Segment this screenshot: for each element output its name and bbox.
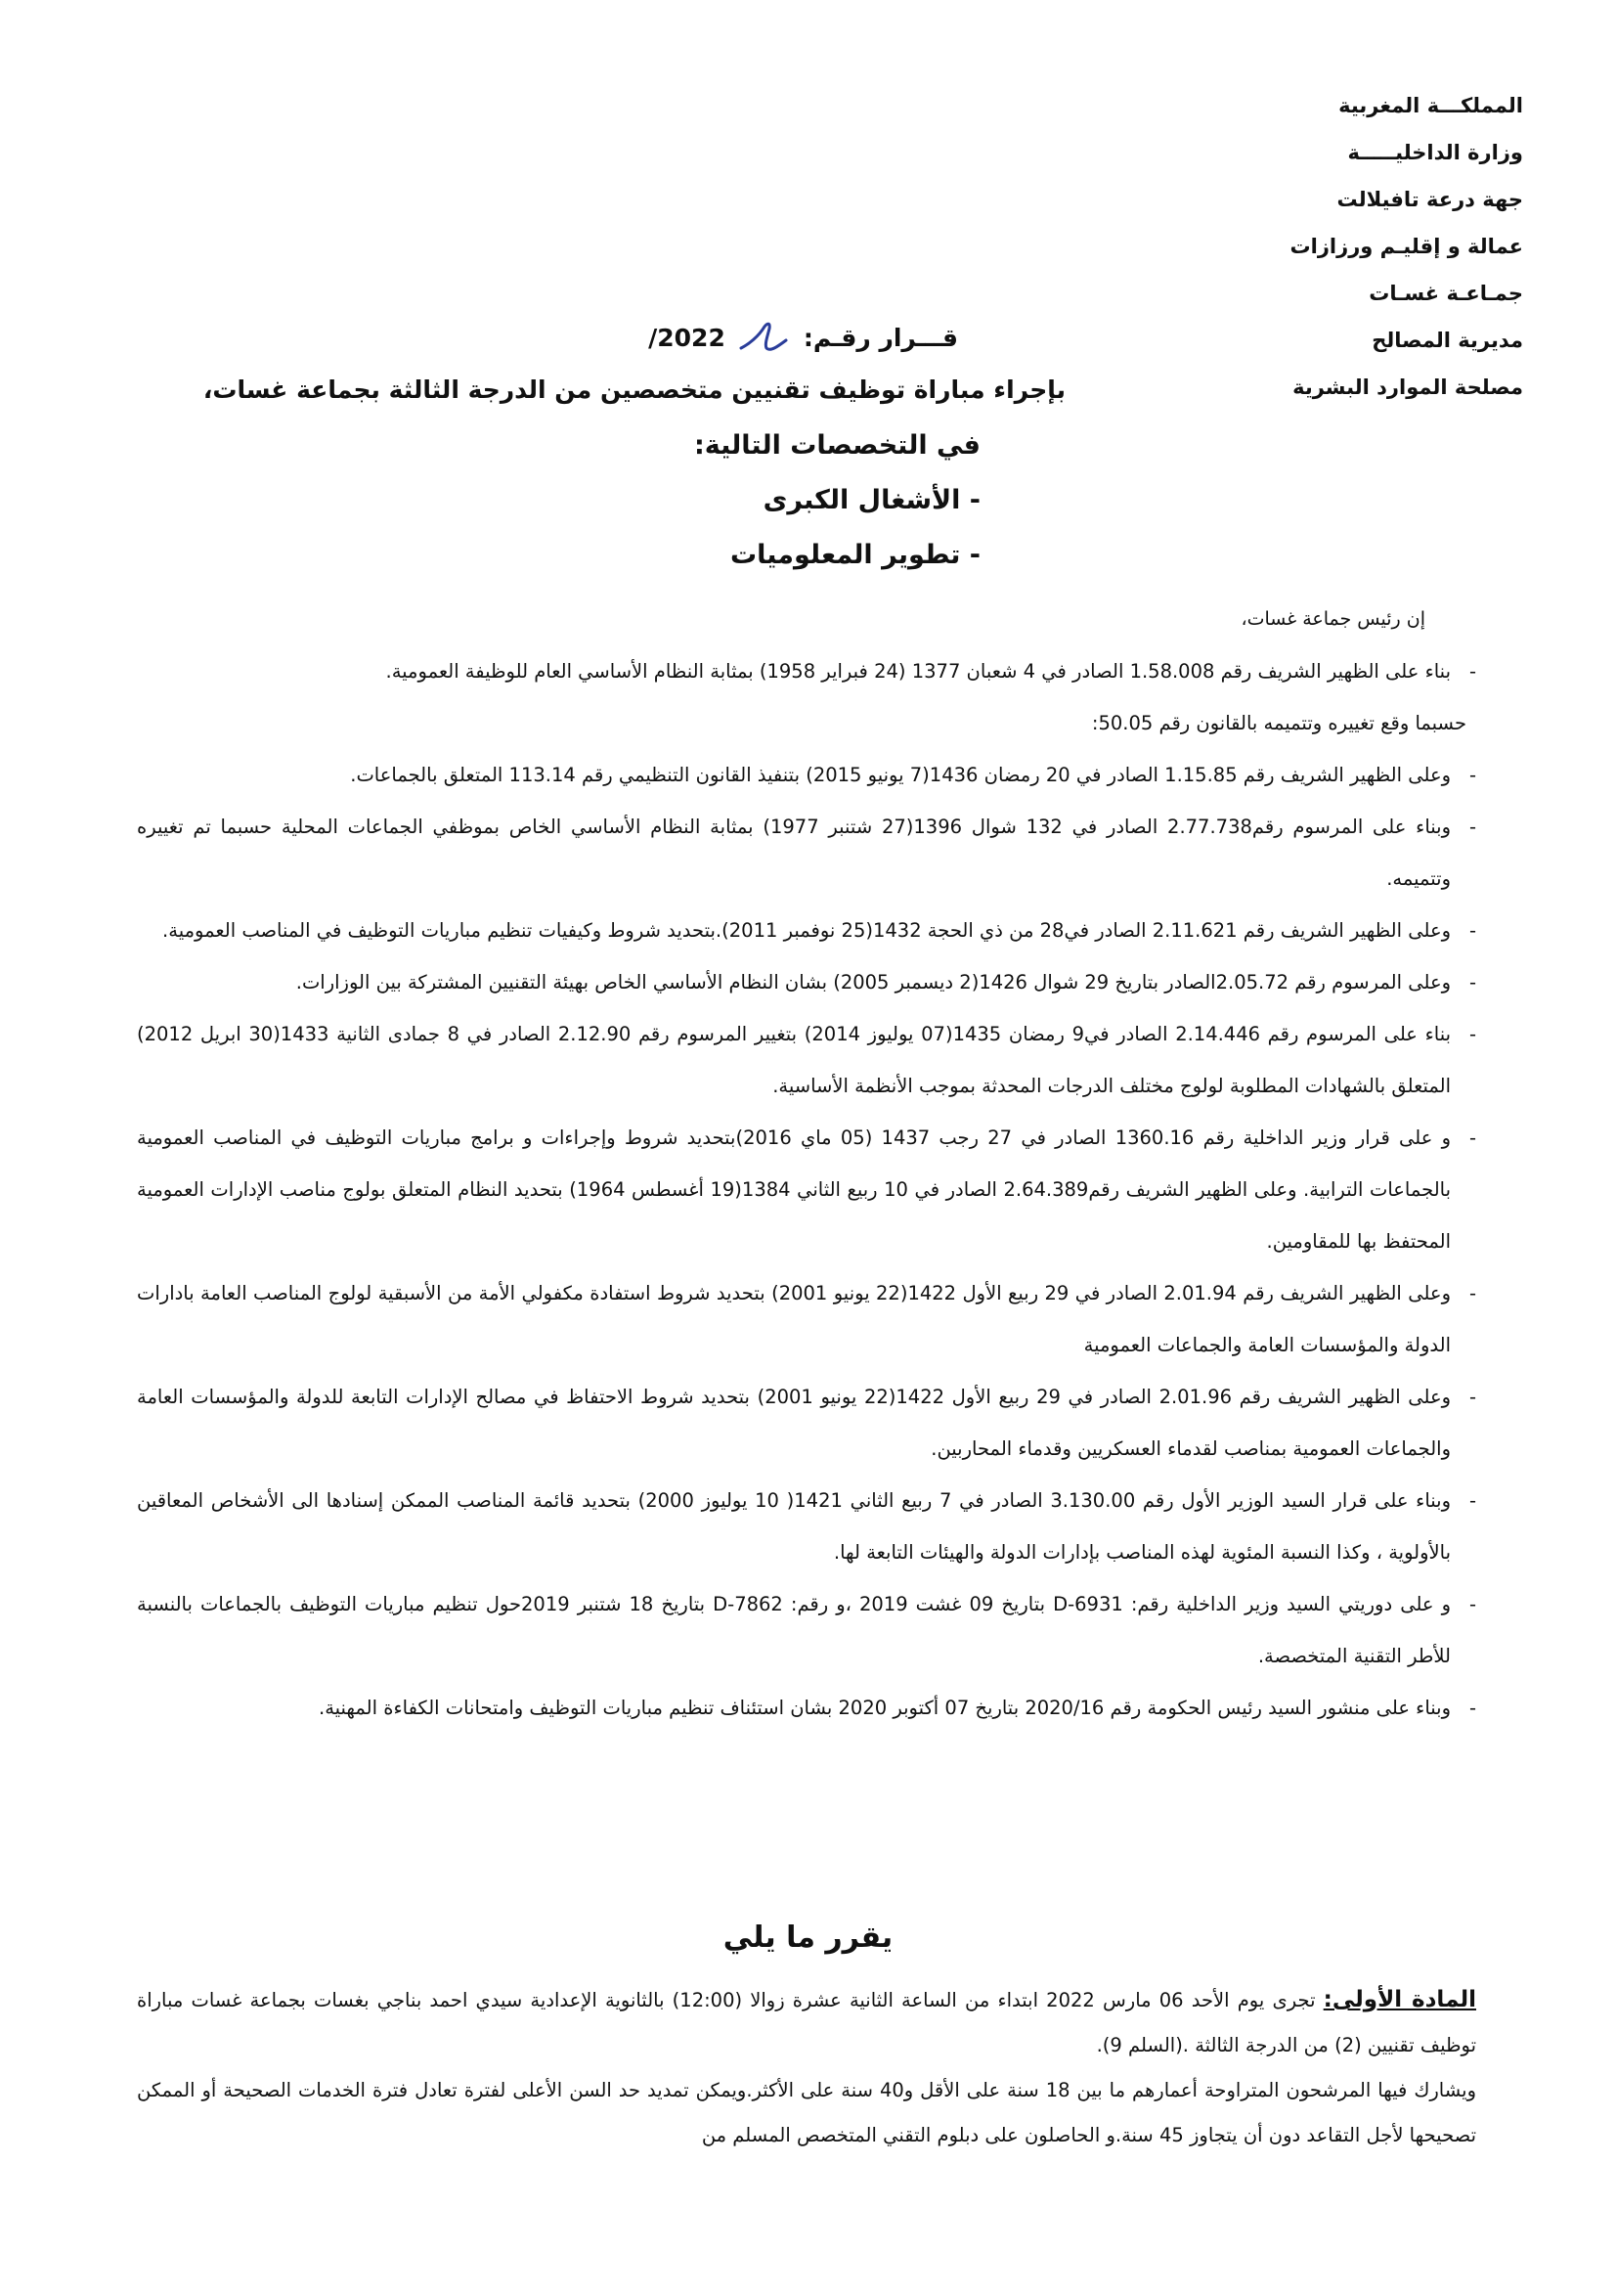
article-one-text: تجرى يوم الأحد 06 مارس 2022 ابتداء من الساعة الثانية عشرة زوالا (12:00) بالثانوية الإعدادية سيدي احمد بناجي بغسات بجماعة غسات مباراة توظيف تقنيين (2) من الدرجة الثالثة .(السلم 9). bbox=[137, 1989, 1476, 2056]
visa-item: - وبناء على المرسوم رقم2.77.738 الصادر في 132 شوال 1396(27 شتنبر 1977) بمثابة النظام الأساسي الخاص بموظفي الجماعات المحلية حسبما تم تغييره وتتميمه. bbox=[137, 816, 1476, 890]
header-province: عمالة و إقليـم ورزازات bbox=[1289, 235, 1523, 258]
preamble-president: إن رئيس جماعة غسات، bbox=[1241, 608, 1425, 630]
header-service: مصلحة الموارد البشرية bbox=[1292, 375, 1523, 399]
visa-item: - وعلى الظهير الشريف رقم 2.11.621 الصادر في28 من ذي الحجة 1432(25 نوفمبر 2011).بتحديد شروط وكيفيات تنظيم مباريات التوظيف في المناصب العمومية. bbox=[162, 919, 1476, 942]
visa-item: - بناء على الظهير الشريف رقم 1.58.008 الصادر في 4 شعبان 1377 (24 فبراير 1958) بمثابة النظام الأساسي العام للوظيفة العمومية. bbox=[385, 660, 1476, 683]
decision-year: 2022/ bbox=[648, 323, 725, 352]
visa-item: - وعلى الظهير الشريف رقم 2.01.94 الصادر في 29 ربيع الأول 1422(22 يونيو 2001) بتحديد شروط استفادة مكفولي الأمة من الأسبقية لولوج المناصب العامة بادارات الدولة والمؤسسات العامة والجماعات العمومية bbox=[137, 1282, 1476, 1356]
article-one-label: المادة الأولى: bbox=[1323, 1987, 1477, 2012]
decides-heading: يقرر ما يلي bbox=[722, 1921, 894, 1955]
header-ministry: وزارة الداخليـــــة bbox=[1347, 141, 1523, 164]
article-one-continuation: ويشارك فيها المرشحون المتراوحة أعمارهم ما بين 18 سنة على الأقل و40 سنة على الأكثر.ويمكن تمديد حد السن الأعلى لفترة تعادل فترة الخدمات الصحيحة أو الممكن تصحيحها لأجل التقاعد دون أن يتجاوز 45 سنة.و الحاصلون على دبلوم التقني المتخصص المسلم من bbox=[137, 2079, 1476, 2146]
header-kingdom: المملكـــة المغربية bbox=[1338, 94, 1523, 117]
visa-item: - وبناء على منشور السيد رئيس الحكومة رقم 2020/16 بتاريخ 07 أكتوبر 2020 بشان استئناف تنظيم مباريات التوظيف وامتحانات الكفاءة المهنية. bbox=[319, 1697, 1476, 1719]
visa-item: - وعلى المرسوم رقم 2.05.72الصادر بتاريخ 29 شوال 1426(2 ديسمبر 2005) بشان النظام الأساسي الخاص بهيئة التقنيين المشتركة بين الوزارات. bbox=[295, 971, 1476, 993]
specialty-public-works: - الأشغال الكبرى bbox=[763, 485, 981, 515]
specialty-it-development: - تطوير المعلوميات bbox=[730, 540, 981, 570]
visa-item: حسبما وقع تغييره وتتميمه بالقانون رقم 50.05: bbox=[1091, 712, 1466, 734]
visa-item: - بناء على المرسوم رقم 2.14.446 الصادر في9 رمضان 1435(07 يوليوز 2014) بتغيير المرسوم رقم 2.12.90 الصادر في 8 جمادى الثانية 1433(30 ابريل 2012) المتعلق بالشهادات المطلوبة لولوج مختلف الدرجات المحدثة بموجب الأنظمة الأساسية. bbox=[137, 1023, 1476, 1097]
article-one-paragraph bbox=[137, 1977, 1476, 2068]
header-region: جهة درعة تافيلالت bbox=[1336, 188, 1523, 211]
specialties-heading: في التخصصات التالية: bbox=[693, 430, 981, 461]
decision-label: قـــرار رقـم: bbox=[803, 323, 958, 352]
visa-item: - وعلى الظهير الشريف رقم 2.01.96 الصادر في 29 ربيع الأول 1422(22 يونيو 2001) بتحديد شروط الاحتفاظ في مصالح الإدارات التابعة للدولة والمؤسسات العامة والجماعات العمومية بمناصب لقدماء العسكريين وقدماء المحاربين. bbox=[137, 1386, 1476, 1460]
visa-item: - و على قرار وزير الداخلية رقم 1360.16 الصادر في 27 رجب 1437 (05 ماي 2016)بتحديد شروط وإجراءات و برامج مباريات التوظيف في المناصب العمومية بالجماعات الترابية. وعلى الظهير الشريف رقم2.64.389 الصادر في 10 ربيع الثاني 1384(19 أغسطس 1964) بتحديد النظام المتعلق بولوج مناصب الإدارات العمومية المحتفظ بها للمقاومين. bbox=[137, 1126, 1476, 1253]
administrative-header bbox=[1220, 82, 1523, 411]
decision-subject bbox=[186, 368, 1066, 413]
handwritten-number-mark bbox=[735, 315, 794, 360]
decision-number bbox=[635, 313, 958, 362]
legal-references bbox=[137, 645, 1476, 1734]
article-one bbox=[137, 1977, 1476, 2158]
header-directorate: مديرية المصالح bbox=[1372, 329, 1523, 352]
subject-line: بإجراء مباراة توظيف تقنيين متخصصين من الدرجة الثالثة بجماعة غسات، bbox=[202, 375, 1066, 404]
header-commune: جمـاعـة غسـات bbox=[1369, 282, 1523, 305]
visa-item: - وعلى الظهير الشريف رقم 1.15.85 الصادر في 20 رمضان 1436(7 يونيو 2015) بتنفيذ القانون التنظيمي رقم 113.14 المتعلق بالجماعات. bbox=[350, 764, 1476, 786]
visa-item: - وبناء على قرار السيد الوزير الأول رقم 3.130.00 الصادر في 7 ربيع الثاني 1421( 10 يوليوز 2000) بتحديد قائمة المناصب الممكن إسنادها الى الأشخاص المعاقين بالأولوية ، وكذا النسبة المئوية لهذه المناصب بإدارات الدولة والهيئات التابعة لها. bbox=[137, 1489, 1476, 1564]
visa-item: - و على دوريتي السيد وزير الداخلية رقم: D-6931 بتاريخ 09 غشت 2019 ،و رقم: D-7862 بتاريخ 18 شتنبر 2019حول تنظيم مباريات التوظيف بالجماعات بالنسبة للأطر التقنية المتخصصة. bbox=[137, 1593, 1476, 1667]
specialties-block bbox=[668, 419, 981, 583]
